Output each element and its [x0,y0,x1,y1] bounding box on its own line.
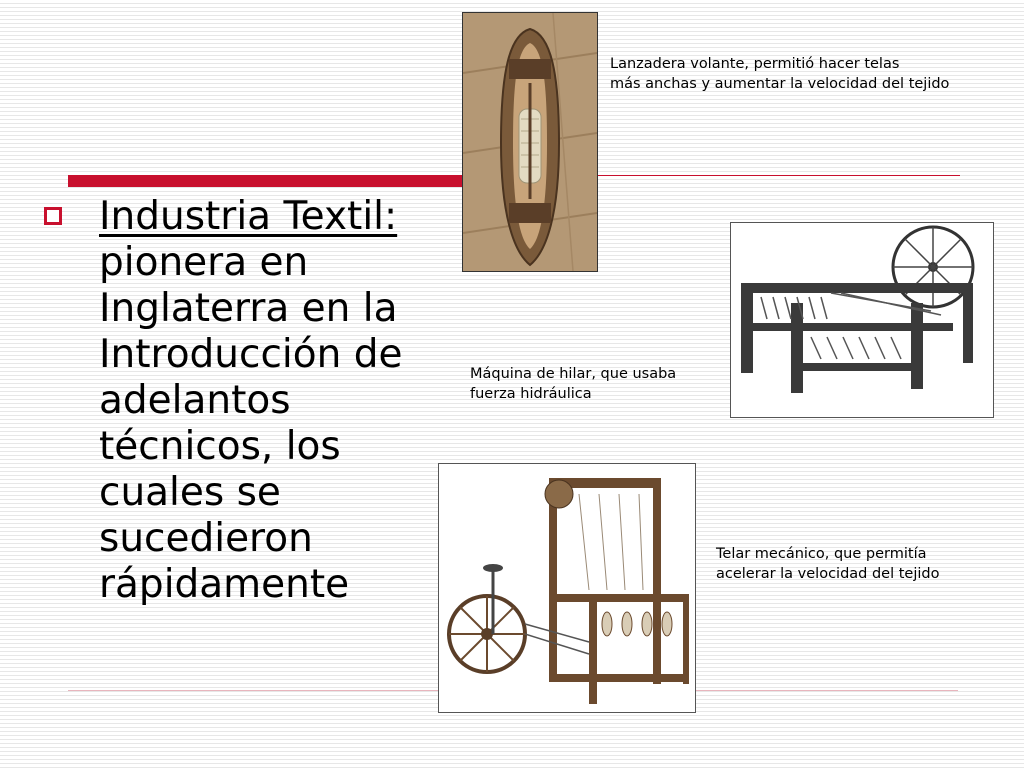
bullet-body: pionera en Inglaterra en la Introducción de adelantos técnicos, los cuales se sucedieron rápidamente [99,240,403,607]
mechanical-loom-caption: Telar mecánico, que permitía acelerar la velocidad del tejido [716,546,940,582]
flying-shuttle-image [462,12,598,272]
bullet-text [99,194,429,608]
title-rule-thin [598,175,960,176]
spinning-machine-caption: Máquina de hilar, que usaba fuerza hidráulica [470,366,677,402]
title-rule-thick [68,175,463,187]
mechanical-loom-image [438,463,696,713]
flying-shuttle-caption: Lanzadera volante, permitió hacer telas más anchas y aumentar la velocidad del tejido [610,56,950,92]
spinning-machine-image [730,222,994,418]
bullet-lead: Industria Textil: [99,194,398,239]
square-bullet-icon [44,207,62,225]
